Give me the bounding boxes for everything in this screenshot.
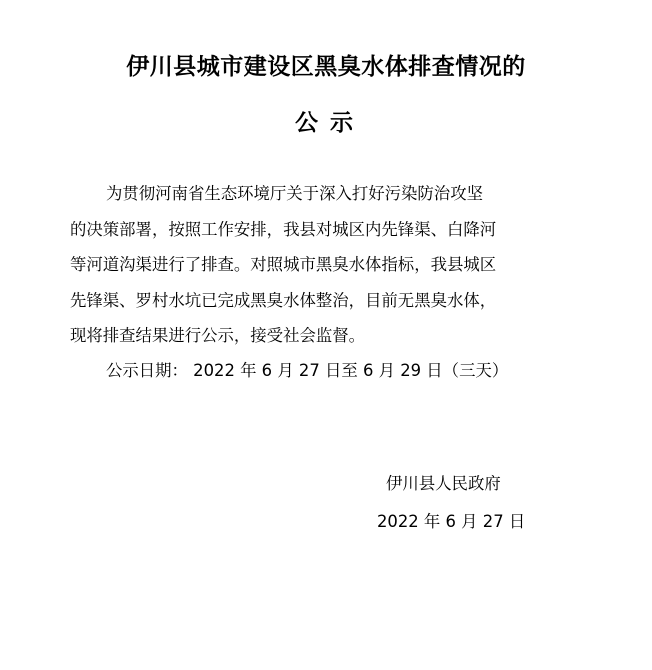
body-line: 的决策部署，按照工作安排，我县对城区内先锋渠、白降河 <box>70 219 497 239</box>
signature-date: 2022 年 6 月 27 日 <box>377 512 526 531</box>
document-title-notice: 公示 <box>295 109 365 136</box>
signature-organization: 伊川县人民政府 <box>386 474 501 493</box>
body-line: 现将排查结果进行公示，接受社会监督。 <box>70 326 366 345</box>
document-title: 伊川县城市建设区黑臭水体排查情况的 <box>126 53 526 80</box>
body-line: 先锋渠、罗村水坑已完成黑臭水体整治，目前无黑臭水体， <box>70 290 497 310</box>
body-line: 为贯彻河南省生态环境厅关于深入打好污染防治攻坚 <box>106 184 483 203</box>
body-line: 等河道沟渠进行了排查。对照城市黑臭水体指标，我县城区 <box>70 255 497 274</box>
notice-period: 公示日期： 2022 年 6 月 27 日至 6 月 29 日（三天） <box>106 361 509 380</box>
body-paragraph <box>70 176 570 354</box>
